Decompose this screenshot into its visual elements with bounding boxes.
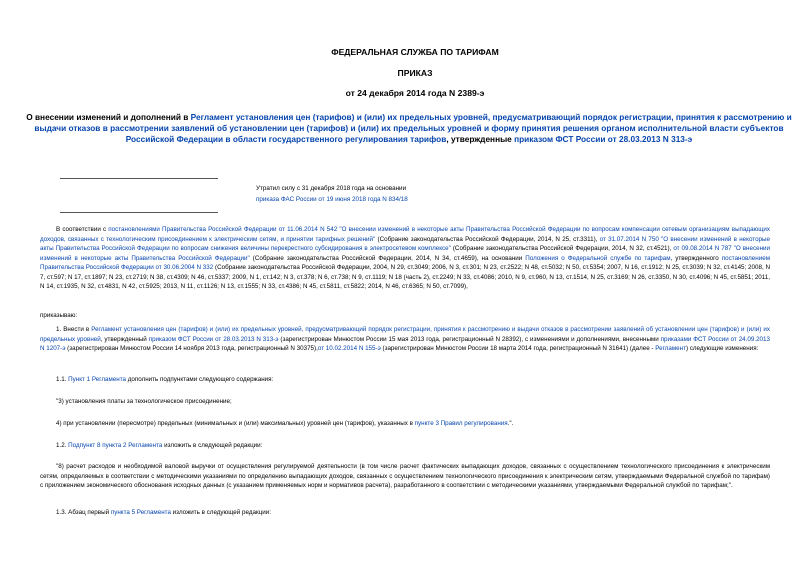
link-subpoint-8[interactable]: Подпункт 8 пункта 2 Регламента	[68, 442, 163, 449]
link-order-1207[interactable]: приказами ФСТ России от 24.09.2013 N 1207-э	[40, 335, 770, 352]
subject-link-order[interactable]: приказом ФСТ России от 28.03.2013 N 313-э	[514, 134, 693, 144]
divider-bottom	[60, 212, 218, 213]
paragraph-item-1-1: 1.1. Пункт 1 Регламента дополнить подпунктами следующего содержания:	[56, 376, 274, 383]
link-point-3-rules[interactable]: пункте 3 Правил регулирования	[414, 420, 508, 427]
link-regulation[interactable]: Регламент установления цен (тарифов) и (или) их предельных уровней, предусматривающий порядок регистрации, принятия к рассмотрению и выдачи отказов в рассмотрении заявлений об установлении цен (тарифов) и (или) их предельных уровней	[40, 326, 770, 343]
status-note-link[interactable]: приказа ФАС России от 19 июня 2018 года N 834/18	[256, 195, 408, 203]
status-note	[256, 184, 556, 205]
paragraph-subitem-4: 4) при установлении (пересмотре) предельных (минимальных и (или) максимальных) уровней цен (тарифов), указанных в пункте 3 Правил регулирования.".	[56, 420, 514, 427]
document-subject	[24, 112, 794, 145]
paragraph-preamble: В соответствии с постановлениями Правительства Российской Федерации от 11.06.2014 N 542 "О внесении изменений в некоторые акты Правительства Российской Федерации по вопросам компенсации сетевым организациям выпадающих доходов, связанных с технологическим присоединением к электрическим сетям, и принятии тарифных решений" (Собрание законодательства Российской Федерации, 2014, N 25, ст.3311), от 31.07.2014 N 750 "О внесении изменений в некоторые акты Правительства Российской Федерации по вопросам снижения величины перекрестного субсидирования в электросетевом комплексе" (Собрание законодательства Российской Федерации, 2014, N 32, ст.4521), от 09.08.2014 N 787 "О внесении изменений в некоторые акты Правительства Российской Федерации" (Собрание законодательства Российской Федерации, 2014, N 34, ст.4659), на основании Положения о Федеральной службе по тарифам, утвержденного постановлением Правительства Российской Федерации от 30.06.2004 N 332 (Собрание законодательства Российской Федерации, 2004, N 29, ст.3049; 2006, N 3, ст.301; N 23, ст.2522; N 48, ст.5032; N 50, ст.5354; 2007, N 16, ст.1912; N 25, ст.3039; N 32, ст.4145; 2008, N 7, ст.597; N 17, ст.1897; N 23, ст.2719; N 38, ст.4309; N 46, ст.5337; 2009, N 1, ст.142; N 3, ст.378; N 6, ст.738; N 9, ст.1119; N 18 (часть 2), ст.2249; N 33, ст.4086; 2010, N 9, ст.960, N 13, ст.1514, N 25, ст.3169; N 26, ст.3350, N 30, ст.4096; N 45, ст.5851; 2011, N 14, ст.1935, N 32, ст.4831, N 42, ст.5925; 2013, N 11, ст.1126; N 13, ст.1555; N 33, ст.4386; N 45, ст.5811, ст.5822; 2014, N 46, ст.6365; N 50, ст.7099),	[40, 226, 771, 290]
link-decree-787[interactable]: от 09.08.2014 N 787 "О внесении изменений в некоторые акты Правительства Российской Федерации"	[40, 245, 770, 262]
link-fst-regulation[interactable]: Положения о Федеральной службе по тарифам	[525, 254, 671, 262]
link-decree-542[interactable]: постановлениями Правительства Российской Федерации от 11.06.2014 N 542 "О внесении изменений в некоторые акты Правительства Российской Федерации по вопросам компенсации сетевым организациям выпадающих доходов, связанных с технологическим присоединением к электрическим сетям, и принятии тарифных решений"	[40, 226, 770, 243]
document-type: ПРИКАЗ	[397, 68, 433, 78]
paragraph-item-1: 1. Внести в Регламент установления цен (тарифов) и (или) их предельных уровней, предусматривающий порядок регистрации, принятия к рассмотрению и выдачи отказов в рассмотрении заявлений об установлении цен (тарифов) и (или) их предельных уровней, утвержденный приказом ФСТ России от 28.03.2013 N 313-э (зарегистрирован Минюстом России 15 мая 2013 года, регистрационный N 28392), с изменениями и дополнениями, внесенными приказами ФСТ России от 24.09.2013 N 1207-э (зарегистрирован Минюстом России 14 ноября 2013 года, регистрационный N 30375),от 10.02.2014 N 155-э (зарегистрирован Минюстом России 18 марта 2014 года, регистрационный N 31641) (далее - Регламент) следующие изменения:	[40, 326, 770, 352]
link-point-1[interactable]: Пункт 1 Регламента	[68, 376, 126, 383]
subject-link-regulation[interactable]: Регламент установления цен (тарифов) и (или) их предельных уровней, предусматривающий порядок регистрации, принятия к рассмотрению и выдачи отказов в рассмотрении заявлений об установлении цен (тарифов) и (или) их предельных уровней и форму принятия решения органом исполнительной власти субъектов Российской Федерации в области государственного регулирования тарифов	[34, 112, 792, 144]
link-decree-750[interactable]: от 31.07.2014 N 750 "О внесении изменений в некоторые акты Правительства Российской Федерации по вопросам снижения величины перекрестного субсидирования в электросетевом комплексе"	[40, 235, 770, 252]
paragraph-item-1-3: 1.3. Абзац первый пункта 5 Регламента изложить в следующей редакции:	[56, 509, 271, 516]
document-date: от 24 декабря 2014 года N 2389-э	[345, 88, 485, 98]
paragraph-subitem-3: "3) установления платы за технологическое присоединение;	[56, 398, 232, 405]
link-point-5[interactable]: пункта 5 Регламента	[110, 509, 171, 516]
divider-top	[60, 178, 218, 179]
link-regulation-short[interactable]: Регламент	[655, 345, 686, 352]
subject-text-2: , утвержденные	[446, 134, 515, 144]
link-order-313[interactable]: приказом ФСТ России от 28.03.2013 N 313-э	[148, 335, 279, 343]
agency-title: ФЕДЕРАЛЬНАЯ СЛУЖБА ПО ТАРИФАМ	[331, 47, 499, 57]
subject-text-1: О внесении изменений и дополнений в	[26, 112, 191, 122]
status-note-text: Утратил силу с 31 декабря 2018 года на основании	[256, 185, 407, 192]
link-order-155[interactable]: от 10.02.2014 N 155-э	[317, 345, 381, 352]
link-decree-332[interactable]: постановлением Правительства Российской Федерации от 30.06.2004 N 332	[40, 254, 770, 271]
order-word: приказываю:	[40, 312, 78, 319]
paragraph-item-1-2: 1.2. Подпункт 8 пункта 2 Регламента изложить в следующей редакции:	[56, 442, 263, 449]
paragraph-subitem-8: "8) расчет расходов и необходимой валовой выручки от осуществления регулируемой деятельности (в том числе расчет фактических выпадающих доходов, связанных с осуществлением технологического присоединения к электрическим сетям, определяемых в соответствии с методическими указаниями по определению выпадающих доходов, связанных с осуществлением технологического присоединения к электрическим сетям, утверждаемыми Федеральной службой по тарифам) с приложением экономического обоснования исходных данных (с указанием применяемых норм и нормативов расчета), разработанного в соответствии с методическими указаниями, утверждаемыми Федеральной службой по тарифам;".	[40, 463, 770, 489]
